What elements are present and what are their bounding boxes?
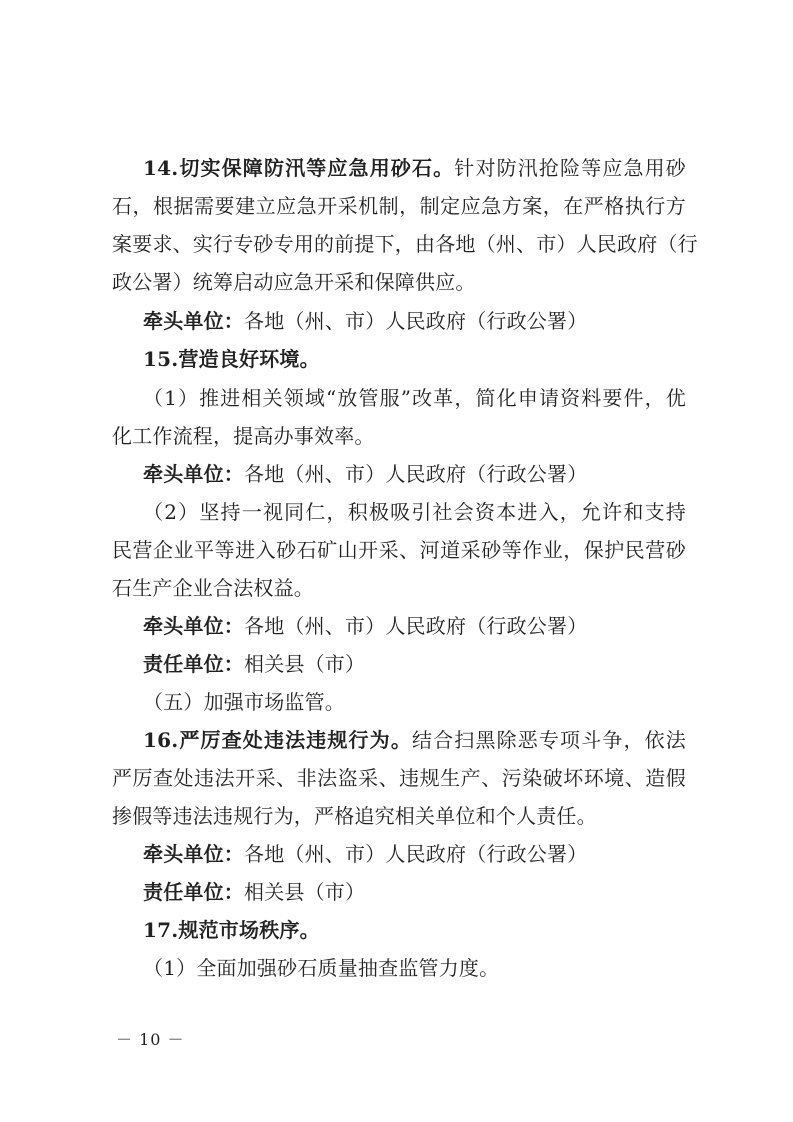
item14-text: 针对防汛抢险等应急用砂 (454, 156, 686, 180)
lead-unit-14 (143, 307, 587, 335)
page-number: － 10 － (116, 1030, 185, 1049)
item16-heading: 16.严厉查处违法违规行为。 (143, 728, 412, 752)
lead-unit-value: 各地（州、市）人民政府（行政公署） (244, 462, 588, 486)
lead-unit-16 (143, 840, 587, 868)
item15-2-line2: 民营企业平等进入砂石矿山开采、河道采砂等作业，保护民营砂 (112, 538, 686, 562)
lead-unit-value: 各地（州、市）人民政府（行政公署） (244, 309, 588, 333)
lead-unit-label: 牵头单位： (143, 309, 244, 333)
item14-line1 (143, 154, 686, 182)
item14-line3: 案要求、实行专砂专用的前提下，由各地（州、市）人民政府（行 (112, 232, 698, 256)
item17-heading: 17.规范市场秩序。 (143, 918, 320, 942)
lead-unit-value: 各地（州、市）人民政府（行政公署） (244, 614, 588, 638)
resp-unit-value: 相关县（市） (244, 652, 366, 676)
resp-unit-16 (143, 878, 365, 906)
lead-unit-label: 牵头单位： (143, 462, 244, 486)
resp-unit-value: 相关县（市） (244, 880, 366, 904)
item14-line2: 石，根据需要建立应急开采机制，制定应急方案，在严格执行方 (112, 194, 686, 218)
lead-unit-label: 牵头单位： (143, 842, 244, 866)
lead-unit-15-1 (143, 460, 587, 488)
item17-1-line1: （1）全面加强砂石质量抽查监管力度。 (143, 956, 500, 980)
item16-line1 (143, 726, 686, 754)
resp-unit-label: 责任单位： (143, 880, 244, 904)
resp-unit-15-2 (143, 650, 365, 678)
item16-text: 结合扫黑除恶专项斗争，依法 (412, 728, 686, 752)
resp-unit-label: 责任单位： (143, 652, 244, 676)
item14-heading: 14.切实保障防汛等应急用砂石。 (143, 156, 455, 180)
item15-2-line3: 石生产企业合法权益。 (112, 576, 314, 600)
item14-line4: 政公署）统筹启动应急开采和保障供应。 (112, 270, 476, 294)
item15-1-line1: （1）推进相关领域“放管服”改革，简化申请资料要件，优 (143, 386, 686, 410)
item16-line2: 严厉查处违法开采、非法盗采、违规生产、污染破坏环境、造假 (112, 766, 686, 790)
item15-1-line2: 化工作流程，提高办事效率。 (112, 424, 375, 448)
lead-unit-value: 各地（州、市）人民政府（行政公署） (244, 842, 588, 866)
item15-2-line1: （2）坚持一视同仁，积极吸引社会资本进入，允许和支持 (143, 500, 686, 524)
lead-unit-15-2 (143, 612, 587, 640)
lead-unit-label: 牵头单位： (143, 614, 244, 638)
item16-line3: 掺假等违法违规行为，严格追究相关单位和个人责任。 (112, 804, 597, 828)
section-5-heading: （五）加强市场监管。 (143, 690, 345, 714)
item15-heading: 15.营造良好环境。 (143, 347, 320, 371)
